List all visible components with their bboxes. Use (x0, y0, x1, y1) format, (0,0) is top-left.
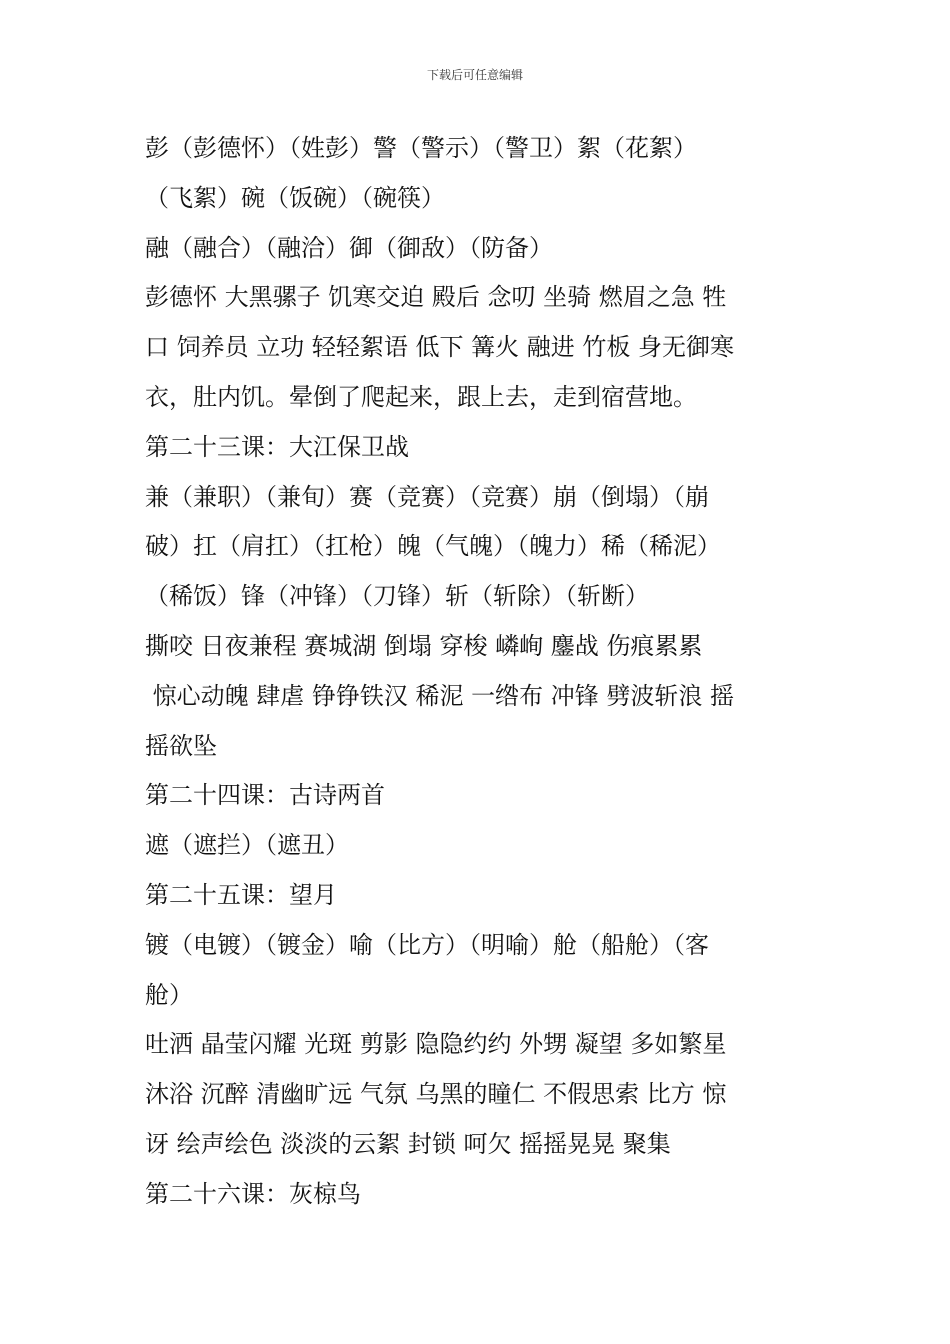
text-line: 沐浴 沉醉 清幽旷远 气氛 乌黑的瞳仁 不假思索 比方 惊 (145, 1080, 727, 1109)
lesson-heading: 第二十四课：古诗两首 (145, 781, 385, 810)
text-line: 衣，肚内饥。晕倒了爬起来，跟上去，走到宿营地。 (145, 382, 697, 411)
text-line: 撕咬 日夜兼程 赛城湖 倒塌 穿梭 嶙峋 鏖战 伤痕累累 (145, 631, 703, 660)
text-line: 吐洒 晶莹闪耀 光斑 剪影 隐隐约约 外甥 凝望 多如繁星 (145, 1030, 727, 1059)
text-line: （飞絮）碗（饭碗）（碗筷） (145, 183, 445, 212)
text-line: 破）扛（肩扛）（扛枪）魄（气魄）（魄力）稀（稀泥） (145, 532, 721, 561)
text-line: （稀饭）锋（冲锋）（刀锋）斩（斩除）（斩断） (145, 582, 649, 611)
lesson-heading: 第二十五课：望月 (145, 880, 337, 909)
text-line: 遮（遮拦）（遮丑） (145, 831, 349, 860)
text-line: 彭（彭德怀）（姓彭）警（警示）（警卫）絮（花絮） (145, 134, 697, 162)
text-line: 讶 绘声绘色 淡淡的云絮 封锁 呵欠 摇摇晃晃 聚集 (145, 1129, 671, 1158)
text-line: 舱） (145, 980, 193, 1009)
text-line: 口 饲养员 立功 轻轻絮语 低下 篝火 融进 竹板 身无御寒 (145, 333, 735, 362)
text-line: 惊心动魄 肆虐 铮铮铁汉 稀泥 一绺布 冲锋 劈波斩浪 摇 (145, 681, 735, 710)
text-line: 摇欲坠 (145, 731, 217, 760)
lesson-heading: 第二十六课：灰椋鸟 (145, 1179, 361, 1208)
text-line: 融（融合）（融洽）御（御敌）（防备） (145, 233, 553, 262)
text-line: 彭德怀 大黑骡子 饥寒交迫 殿后 念叨 坐骑 燃眉之急 牲 (145, 283, 727, 312)
text-line: 兼（兼职）（兼旬）赛（竞赛）（竞赛）崩（倒塌）（崩 (145, 482, 709, 511)
document-body (145, 124, 815, 1220)
page-header: 下载后可任意编辑 (426, 68, 523, 82)
text-line: 镀（电镀）（镀金）喻（比方）（明喻）舱（船舱）（客 (145, 930, 709, 959)
lesson-heading: 第二十三课：大江保卫战 (145, 432, 409, 461)
